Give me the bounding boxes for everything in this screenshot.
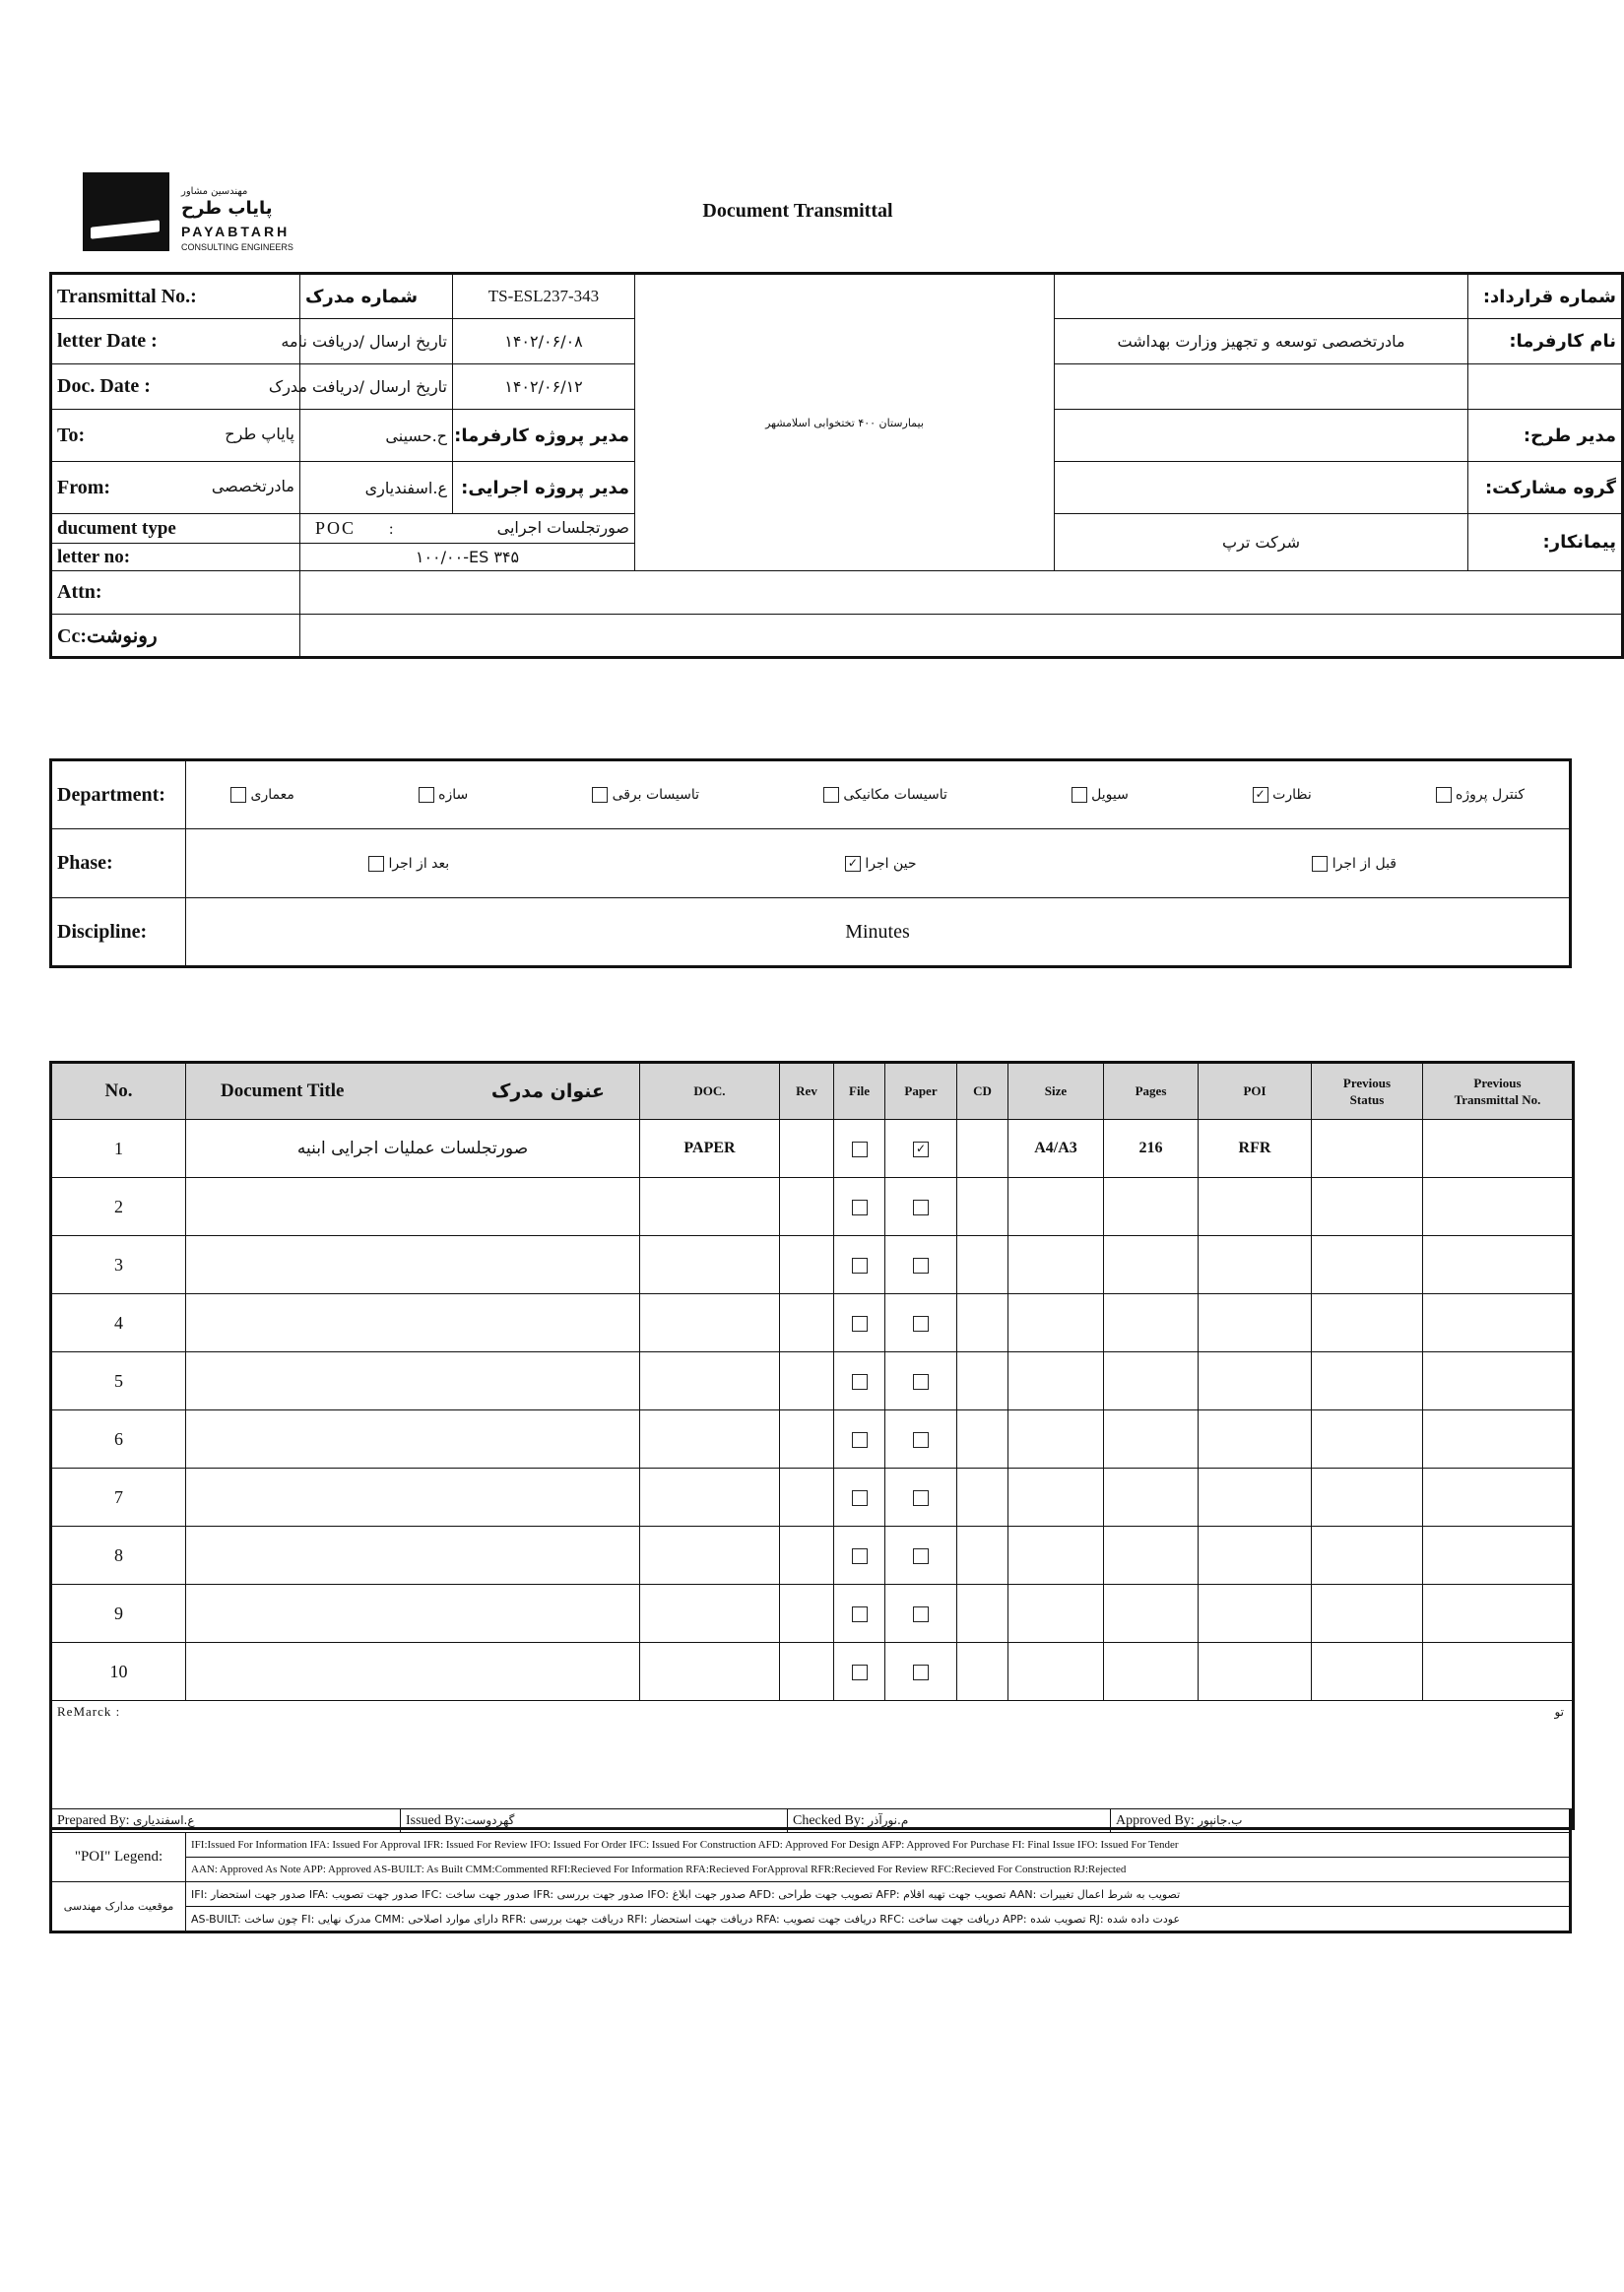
letter-date-value: ۱۴۰۲/۰۶/۰۸ [453, 319, 635, 364]
table-row [51, 1469, 1574, 1527]
row-doc[interactable] [640, 1178, 780, 1236]
checkbox-icon[interactable] [913, 1200, 929, 1215]
phase-option[interactable] [845, 856, 917, 872]
row-pages[interactable] [1104, 1410, 1199, 1469]
row-no: 3 [51, 1236, 186, 1294]
to-value: پایاپ طرح [225, 424, 294, 443]
col-prev-trans [1423, 1063, 1574, 1120]
row-rev[interactable] [780, 1120, 834, 1178]
row-rev[interactable] [780, 1178, 834, 1236]
checkbox-icon[interactable] [1312, 856, 1328, 872]
table-row [51, 1352, 1574, 1410]
row-paper [885, 1469, 957, 1527]
row-prev-status[interactable] [1312, 1585, 1423, 1643]
department-label: Department: [57, 783, 165, 806]
department-option-label: سازه [438, 787, 469, 803]
row-poi[interactable] [1199, 1294, 1312, 1352]
row-prev-status[interactable] [1312, 1643, 1423, 1701]
row-title[interactable] [186, 1585, 640, 1643]
phase-option-label: بعد از اجرا [388, 855, 450, 872]
row-size[interactable] [1008, 1410, 1104, 1469]
row-prev-status[interactable] [1312, 1178, 1423, 1236]
row-file [834, 1469, 885, 1527]
department-option-label: تاسیسات مکانیکی [843, 787, 947, 803]
row-cd[interactable] [957, 1643, 1008, 1701]
row-size[interactable] [1008, 1236, 1104, 1294]
col-prev-status [1312, 1063, 1423, 1120]
row-pages[interactable] [1104, 1178, 1199, 1236]
col-size: Size [1008, 1063, 1104, 1120]
row-size[interactable] [1008, 1294, 1104, 1352]
legend-line-3: IFI: صدور جهت استحضار IFA: صدور جهت تصویب IFC: صدور جهت ساخت IFR: صدور جهت بررسی IFO: صدور جهت ابلاغ AFD: تصویب جهت طراحی AFP: تصویب جهت تهیه اقلام AAN: تصویب به شرط اعمال تغییرات [186, 1882, 1571, 1907]
col-prev-trans-1: Previous [1473, 1076, 1522, 1090]
checkbox-icon[interactable] [592, 787, 608, 803]
department-option[interactable] [1072, 787, 1129, 803]
row-cd[interactable] [957, 1120, 1008, 1178]
row-paper [885, 1178, 957, 1236]
row-doc[interactable] [640, 1410, 780, 1469]
checkbox-icon[interactable]: ✓ [913, 1142, 929, 1157]
checkbox-icon[interactable] [852, 1490, 868, 1506]
row-prev-trans[interactable] [1423, 1236, 1574, 1294]
row-file [834, 1352, 885, 1410]
contractor-value: شرکت ترپ [1055, 514, 1468, 571]
legend-line-2: AAN: Approved As Note APP: Approved AS-BUILT: As Built CMM:Commented RFI:Recieved For Information RFA:Recieved ForApproval RFR:Recieved For Review RFC:Recieved For Construction RJ:Rejected [186, 1858, 1571, 1882]
doc-date-cell [51, 364, 300, 410]
row-rev[interactable] [780, 1527, 834, 1585]
doc-date-fa: تاریخ ارسال /دریافت مدرک [300, 364, 453, 410]
row-paper [885, 1585, 957, 1643]
from-cell [51, 462, 300, 514]
partner-label: گروه مشارکت: [1468, 462, 1623, 514]
logo-en: PAYABTARH [181, 224, 291, 239]
doc-type-code: POC [315, 518, 357, 538]
row-file [834, 1643, 885, 1701]
contract-no-label: شماره قرارداد: [1468, 274, 1623, 319]
department-option-label: نظارت [1272, 787, 1312, 803]
table-row [51, 1236, 1574, 1294]
department-option[interactable] [419, 787, 469, 803]
row-file [834, 1585, 885, 1643]
row-title[interactable]: صورتجلسات عملیات اجرایی ابنیه [186, 1120, 640, 1178]
doc-type-sep: : [389, 521, 394, 538]
row-title[interactable] [186, 1469, 640, 1527]
row-file [834, 1294, 885, 1352]
row-poi[interactable] [1199, 1585, 1312, 1643]
row-no: 2 [51, 1178, 186, 1236]
row-rev[interactable] [780, 1585, 834, 1643]
row-prev-status[interactable] [1312, 1236, 1423, 1294]
designer-label: مدیر طرح: [1468, 410, 1623, 462]
row-paper [885, 1236, 957, 1294]
issued-label: Issued By: [406, 1812, 465, 1828]
row-cd[interactable] [957, 1585, 1008, 1643]
row-no: 10 [51, 1643, 186, 1701]
row-title[interactable] [186, 1410, 640, 1469]
cc-cell [51, 615, 300, 658]
row-prev-status[interactable] [1312, 1120, 1423, 1178]
poi-legend-label: "POI" Legend: [51, 1833, 186, 1882]
row-title[interactable] [186, 1527, 640, 1585]
header-table [49, 272, 1624, 659]
project-name: بیمارستان ۴۰۰ تختخوابی اسلامشهر [635, 274, 1055, 571]
attn-label: Attn: [57, 581, 102, 603]
col-title [186, 1063, 640, 1120]
checkbox-icon[interactable] [852, 1548, 868, 1564]
row-no: 9 [51, 1585, 186, 1643]
row-file [834, 1178, 885, 1236]
row-size[interactable] [1008, 1643, 1104, 1701]
approved-name: ب.جانپور [1198, 1812, 1243, 1827]
row-pages[interactable] [1104, 1294, 1199, 1352]
checkbox-icon[interactable]: ✓ [845, 856, 861, 872]
row-prev-trans[interactable] [1423, 1643, 1574, 1701]
letter-no-label: letter no: [57, 546, 131, 567]
row-title[interactable] [186, 1643, 640, 1701]
prepared-name: ع.اسفندیاری [132, 1812, 195, 1827]
row-size[interactable] [1008, 1352, 1104, 1410]
discipline-label: Discipline: [57, 920, 148, 943]
signature-legend-table [49, 1808, 1572, 1933]
row-poi[interactable] [1199, 1469, 1312, 1527]
table-row [51, 1527, 1574, 1585]
row-prev-status[interactable] [1312, 1410, 1423, 1469]
table-row [51, 1585, 1574, 1643]
letter-date-cell [51, 319, 300, 364]
row-poi[interactable]: RFR [1199, 1120, 1312, 1178]
issued-cell [401, 1809, 788, 1833]
letter-no-value: ۱۰۰/۰۰-ES ۳۴۵ [300, 544, 635, 571]
checkbox-icon[interactable] [823, 787, 839, 803]
logo-fa: پایاب طرح [181, 198, 273, 219]
row-size[interactable] [1008, 1469, 1104, 1527]
checkbox-icon[interactable] [913, 1316, 929, 1332]
department-option[interactable] [592, 787, 699, 803]
department-option[interactable] [1253, 787, 1312, 803]
from-pm-label: مدیر پروژه اجرایی: [453, 462, 635, 514]
row-no: 1 [51, 1120, 186, 1178]
row-paper [885, 1527, 957, 1585]
row-doc[interactable] [640, 1352, 780, 1410]
prepared-label: Prepared By: [57, 1812, 130, 1828]
attn-value[interactable] [300, 571, 1623, 615]
checked-label: Checked By: [793, 1812, 865, 1828]
checkbox-icon[interactable] [852, 1142, 868, 1157]
discipline-value: Minutes [186, 898, 1571, 967]
department-option-label: تاسیسات برقی [612, 787, 700, 803]
row-file [834, 1236, 885, 1294]
col-no: No. [51, 1063, 186, 1120]
partner-value [1055, 462, 1468, 514]
row-poi[interactable] [1199, 1178, 1312, 1236]
col-poi: POI [1199, 1063, 1312, 1120]
classification-table [49, 758, 1572, 968]
document-table [49, 1061, 1575, 1830]
row-pages[interactable] [1104, 1643, 1199, 1701]
phase-option[interactable] [368, 856, 449, 872]
row-title[interactable] [186, 1352, 640, 1410]
row-cd[interactable] [957, 1410, 1008, 1469]
col-title-fa: عنوان مدرک [490, 1081, 605, 1102]
row-prev-status[interactable] [1312, 1294, 1423, 1352]
letter-date-label: letter Date : [57, 330, 158, 352]
row-prev-trans[interactable] [1423, 1410, 1574, 1469]
transmittal-no-value: TS-ESL237-343 [453, 274, 635, 319]
to-label: To: [57, 424, 86, 446]
col-prev-status-2: Status [1349, 1092, 1385, 1107]
col-doc: DOC. [640, 1063, 780, 1120]
row-doc[interactable] [640, 1294, 780, 1352]
row-prev-trans[interactable] [1423, 1352, 1574, 1410]
row-no: 4 [51, 1294, 186, 1352]
row-pages[interactable] [1104, 1352, 1199, 1410]
phase-options-wrap [191, 856, 1564, 872]
checkbox-icon[interactable] [913, 1258, 929, 1274]
row-size[interactable] [1008, 1585, 1104, 1643]
legend-line-4: AS-BUILT: چون ساخت FI: مدرک نهایی CMM: دارای موارد اصلاحی RFR: دریافت جهت بررسی RFI: دریافت جهت استحضار RFA: دریافت جهت تصویب RFC: دریافت جهت ساخت APP: تصویب شده RJ: عودت داده شده [186, 1907, 1571, 1932]
row-prev-trans[interactable] [1423, 1469, 1574, 1527]
row-poi[interactable] [1199, 1527, 1312, 1585]
phase-label: Phase: [57, 852, 113, 874]
doc-type-label: ducument type [57, 517, 176, 539]
row-no: 5 [51, 1352, 186, 1410]
row-pages[interactable] [1104, 1527, 1199, 1585]
col-prev-trans-2: Transmittal No. [1454, 1092, 1541, 1107]
phase-option-label: قبل از اجرا [1332, 855, 1397, 872]
from-label: From: [57, 476, 111, 498]
row-prev-trans[interactable] [1423, 1527, 1574, 1585]
checkbox-icon[interactable] [913, 1665, 929, 1680]
table-row [51, 1643, 1574, 1701]
row-prev-trans[interactable] [1423, 1178, 1574, 1236]
discipline-label-cell [51, 898, 186, 967]
row-poi[interactable] [1199, 1236, 1312, 1294]
checkbox-icon[interactable] [913, 1548, 929, 1564]
contractor-label: پیمانکار: [1468, 514, 1623, 571]
status-legend-label: موقعیت مدارک مهندسی [51, 1882, 186, 1932]
row-paper [885, 1120, 957, 1178]
doc-date-label: Doc. Date : [57, 375, 151, 397]
department-options [186, 760, 1571, 829]
phase-label-cell [51, 829, 186, 898]
department-label-cell [51, 760, 186, 829]
checkbox-icon[interactable] [852, 1258, 868, 1274]
checkbox-icon[interactable] [419, 787, 434, 803]
table-row [51, 1410, 1574, 1469]
row-size[interactable]: A4/A3 [1008, 1120, 1104, 1178]
logo-fa-small: مهندسین مشاور [181, 186, 248, 197]
checkbox-icon[interactable] [852, 1606, 868, 1622]
letter-date-fa: تاریخ ارسال /دریافت نامه [300, 319, 453, 364]
checkbox-icon[interactable] [368, 856, 384, 872]
row-rev[interactable] [780, 1352, 834, 1410]
row-doc[interactable]: PAPER [640, 1120, 780, 1178]
to-cell [51, 410, 300, 462]
row-paper [885, 1643, 957, 1701]
checked-cell [788, 1809, 1111, 1833]
row-prev-trans[interactable] [1423, 1120, 1574, 1178]
row-paper [885, 1352, 957, 1410]
row-size[interactable] [1008, 1527, 1104, 1585]
row-cd[interactable] [957, 1236, 1008, 1294]
col-pages: Pages [1104, 1063, 1199, 1120]
row-file [834, 1120, 885, 1178]
row-prev-trans[interactable] [1423, 1585, 1574, 1643]
department-option-label: کنترل پروژه [1456, 787, 1525, 803]
client-value: مادرتخصصی توسعه و تجهیز وزارت بهداشت [1055, 319, 1468, 364]
issued-name: گهردوست [464, 1812, 515, 1827]
designer-value [1055, 410, 1468, 462]
transmittal-no-cell [51, 274, 300, 319]
to-pm-name: ح.حسینی [300, 410, 453, 462]
checkbox-icon[interactable] [913, 1432, 929, 1448]
table-row [51, 1120, 1574, 1178]
letter-no-cell [51, 544, 300, 571]
col-prev-status-1: Previous [1342, 1076, 1392, 1090]
checkbox-icon[interactable] [852, 1432, 868, 1448]
logo-mark-icon [83, 172, 169, 251]
row-no: 7 [51, 1469, 186, 1527]
checkbox-icon[interactable] [1436, 787, 1452, 803]
approved-cell [1111, 1809, 1571, 1833]
row-rev[interactable] [780, 1294, 834, 1352]
prepared-cell [51, 1809, 401, 1833]
row-rev[interactable] [780, 1410, 834, 1469]
logo-en-sub: CONSULTING ENGINEERS [181, 242, 293, 252]
phase-options [186, 829, 1571, 898]
row-cd[interactable] [957, 1178, 1008, 1236]
checkbox-icon[interactable] [913, 1374, 929, 1390]
department-option[interactable] [230, 787, 294, 803]
row-doc[interactable] [640, 1585, 780, 1643]
checkbox-icon[interactable] [913, 1490, 929, 1506]
row-poi[interactable] [1199, 1410, 1312, 1469]
department-option-label: معماری [250, 787, 294, 803]
legend-line-1: IFI:Issued For Information IFA: Issued For Approval IFR: Issued For Review IFO: Issued For Order IFC: Issued For Construction AFD: Approved For Design AFP: Approved For Purchase FI: Final Issue IFO: Issued For Tender [186, 1833, 1571, 1858]
row-title[interactable] [186, 1294, 640, 1352]
checked-name: م.نورآذر [868, 1812, 909, 1827]
row-cd[interactable] [957, 1469, 1008, 1527]
checkbox-icon[interactable] [852, 1665, 868, 1680]
designer-empty-2 [1468, 364, 1623, 410]
designer-empty [1055, 364, 1468, 410]
transmittal-no-fa: شماره مدرک [300, 274, 453, 319]
cc-label: Cc:رونوشت [57, 624, 158, 647]
row-title[interactable] [186, 1236, 640, 1294]
row-doc[interactable] [640, 1527, 780, 1585]
row-cd[interactable] [957, 1527, 1008, 1585]
doc-type-fa: صورتجلسات اجرایی [496, 518, 629, 537]
doc-type-value-cell [300, 514, 635, 544]
checkbox-icon[interactable] [230, 787, 246, 803]
company-logo [83, 172, 309, 261]
department-option[interactable] [823, 787, 947, 803]
transmittal-no-label: Transmittal No.: [57, 285, 197, 307]
row-pages[interactable] [1104, 1585, 1199, 1643]
row-rev[interactable] [780, 1469, 834, 1527]
client-label: نام کارفرما: [1468, 319, 1623, 364]
table-row [51, 1294, 1574, 1352]
contract-no-value [1055, 274, 1468, 319]
checkbox-icon[interactable] [913, 1606, 929, 1622]
row-size[interactable] [1008, 1178, 1104, 1236]
checkbox-icon[interactable] [852, 1316, 868, 1332]
checkbox-icon[interactable] [852, 1200, 868, 1215]
col-title-en: Document Title [221, 1081, 345, 1101]
doc-type-cell [51, 514, 300, 544]
table-row [51, 1178, 1574, 1236]
from-value: مادرتخصصی [211, 476, 294, 495]
department-option[interactable] [1436, 787, 1525, 803]
row-rev[interactable] [780, 1643, 834, 1701]
attn-cell [51, 571, 300, 615]
table-body [51, 1120, 1574, 1701]
row-file [834, 1410, 885, 1469]
from-pm-name: ع.اسفندیاری [300, 462, 453, 514]
row-rev[interactable] [780, 1236, 834, 1294]
phase-option[interactable] [1312, 856, 1397, 872]
doc-date-value: ۱۴۰۲/۰۶/۱۲ [453, 364, 635, 410]
row-pages[interactable] [1104, 1469, 1199, 1527]
department-options-wrap [191, 787, 1564, 803]
checkbox-icon[interactable] [1072, 787, 1087, 803]
approved-label: Approved By: [1116, 1812, 1195, 1828]
department-option-label: سیویل [1091, 787, 1129, 803]
row-file [834, 1527, 885, 1585]
row-paper [885, 1410, 957, 1469]
to-pm-label: مدیر پروژه کارفرما: [453, 410, 635, 462]
phase-option-label: حین اجرا [865, 855, 917, 872]
row-no: 6 [51, 1410, 186, 1469]
row-pages[interactable]: 216 [1104, 1120, 1199, 1178]
row-pages[interactable] [1104, 1236, 1199, 1294]
cc-value[interactable] [300, 615, 1623, 658]
row-prev-trans[interactable] [1423, 1294, 1574, 1352]
remark-label-fa: تو [1554, 1705, 1564, 1719]
row-paper [885, 1294, 957, 1352]
row-prev-status[interactable] [1312, 1469, 1423, 1527]
row-doc[interactable] [640, 1469, 780, 1527]
col-cd: CD [957, 1063, 1008, 1120]
row-doc[interactable] [640, 1236, 780, 1294]
row-no: 8 [51, 1527, 186, 1585]
col-rev: Rev [780, 1063, 834, 1120]
checkbox-icon[interactable]: ✓ [1253, 787, 1268, 803]
row-poi[interactable] [1199, 1643, 1312, 1701]
checkbox-icon[interactable] [852, 1374, 868, 1390]
row-prev-status[interactable] [1312, 1527, 1423, 1585]
page-title: Document Transmittal [702, 200, 893, 222]
remark-label: ReMarck : [57, 1704, 121, 1719]
row-cd[interactable] [957, 1294, 1008, 1352]
row-cd[interactable] [957, 1352, 1008, 1410]
table-header [51, 1063, 1574, 1120]
row-doc[interactable] [640, 1643, 780, 1701]
row-title[interactable] [186, 1178, 640, 1236]
col-paper: Paper [885, 1063, 957, 1120]
row-poi[interactable] [1199, 1352, 1312, 1410]
col-file: File [834, 1063, 885, 1120]
row-prev-status[interactable] [1312, 1352, 1423, 1410]
